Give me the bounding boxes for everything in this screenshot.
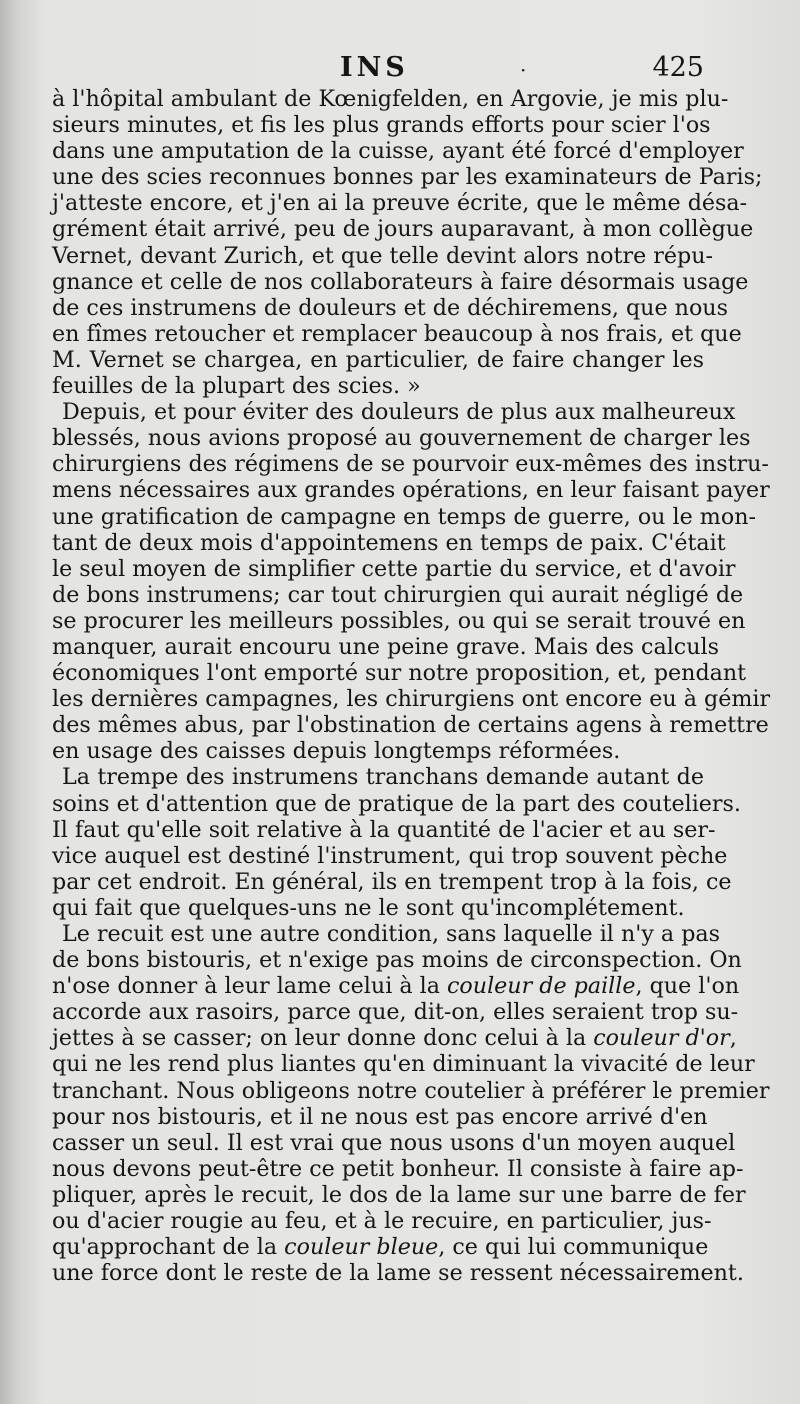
text-line: gnance et celle de nos collaborateurs à faire désormais usage	[52, 268, 749, 295]
paragraph	[52, 399, 771, 765]
text-line: accorde aux rasoirs, parce que, dit-on, elles seraient trop su-	[52, 999, 739, 1026]
header-dot: ·	[520, 58, 527, 82]
text-line: feuilles de la plupart des scies. »	[52, 373, 421, 400]
text-line: par cet endroit. En général, ils en trempent trop à la fois, ce	[52, 868, 732, 895]
text-line: les dernières campagnes, les chirurgiens ont encore eu à gémir	[52, 686, 771, 713]
text-line: qui fait que quelques-uns ne le sont qu'incomplétement.	[52, 894, 685, 921]
text-line: chirurgiens des régimens de se pourvoir eux-mêmes des instru-	[52, 451, 769, 478]
text-line: tranchant. Nous obligeons notre coutelier à préférer le premier	[52, 1077, 770, 1104]
paragraph	[52, 764, 741, 921]
text-line: soins et d'attention que de pratique de la part des couteliers.	[52, 790, 741, 817]
text-line: mens nécessaires aux grandes opérations, en leur faisant payer	[52, 477, 770, 504]
text-line: pour nos bistouris, et il ne nous est pas encore arrivé d'en	[52, 1103, 708, 1130]
text-line: qui ne les rend plus liantes qu'en diminuant la vivacité de leur	[52, 1051, 755, 1078]
text-line: vice auquel est destiné l'instrument, qui trop souvent pèche	[52, 842, 728, 869]
running-head: INS	[340, 52, 409, 83]
text-line: manquer, aurait encouru une peine grave. Mais des calculs	[52, 633, 719, 660]
text-line: à l'hôpital ambulant de Kœnigfelden, en Argovie, je mis plu-	[52, 86, 729, 112]
text-line: Le recuit est une autre condition, sans laquelle il n'y a pas	[62, 921, 721, 947]
text-line: une force dont le reste de la lame se ressent nécessairement.	[52, 1260, 744, 1287]
text-line: jettes à se casser; on leur donne donc celui à la couleur d'or,	[52, 1025, 737, 1052]
text-line: des mêmes abus, par l'obstination de certains agens à remettre	[52, 712, 769, 739]
text-line: n'ose donner à leur lame celui à la couleur de paille, que l'on	[52, 973, 740, 1000]
italic-term: couleur de paille	[447, 973, 636, 1000]
text-line: ou d'acier rougie au feu, et à le recuire, en particulier, jus-	[52, 1208, 712, 1235]
text-line: en usage des caisses depuis longtemps réformées.	[52, 738, 621, 765]
text-line: M. Vernet se chargea, en particulier, de faire changer les	[52, 346, 704, 373]
text-line: de ces instrumens de douleurs et de déchiremens, que nous	[52, 294, 728, 321]
text-line: se procurer les meilleurs possibles, ou qui se serait trouvé en	[52, 607, 746, 634]
text-line: nous devons peut-être ce petit bonheur. Il consiste à faire ap-	[52, 1155, 744, 1182]
text-line: qu'approchant de la couleur bleue, ce qui lui communique	[52, 1234, 709, 1261]
text-line: j'atteste encore, et j'en ai la preuve écrite, que le même désa-	[52, 190, 748, 217]
text-line: le seul moyen de simplifier cette partie du service, et d'avoir	[52, 555, 736, 582]
paragraph	[52, 921, 770, 1287]
text-line: blessés, nous avions proposé au gouvernement de charger les	[52, 425, 751, 452]
text-line: une gratification de campagne en temps de guerre, ou le mon-	[52, 503, 756, 530]
text-line: tant de deux mois d'appointemens en temps de paix. C'était	[52, 529, 726, 556]
text-line: économiques l'ont emporté sur notre proposition, et, pendant	[52, 660, 747, 687]
page-number: 425	[652, 52, 704, 83]
text-line: grément était arrivé, peu de jours auparavant, à mon collègue	[52, 216, 754, 243]
text-line: de bons bistouris, et n'exige pas moins de circonspection. On	[52, 947, 742, 974]
text-line: de bons instrumens; car tout chirurgien qui aurait négligé de	[52, 581, 744, 608]
italic-term: couleur bleue	[284, 1234, 439, 1261]
text-line: Il faut qu'elle soit relative à la quantité de l'acier et au ser-	[52, 816, 716, 843]
text-line: dans une amputation de la cuisse, ayant été forcé d'employer	[52, 138, 744, 165]
text-line: casser un seul. Il est vrai que nous usons d'un moyen auquel	[52, 1129, 736, 1156]
page-body	[52, 86, 771, 1287]
text-line: pliquer, après le recuit, le dos de la lame sur une barre de fer	[52, 1181, 746, 1208]
text-line: en fîmes retoucher et remplacer beaucoup à nos frais, et que	[52, 320, 742, 347]
page-header	[0, 52, 800, 88]
italic-term: couleur d'or	[593, 1025, 730, 1052]
text-line: La trempe des instrumens tranchans demande autant de	[62, 764, 704, 791]
text-line: une des scies reconnues bonnes par les examinateurs de Paris;	[52, 164, 763, 191]
text-line: Depuis, et pour éviter des douleurs de plus aux malheureux	[62, 399, 736, 426]
text-line: sieurs minutes, et fis les plus grands efforts pour scier l'os	[52, 112, 711, 139]
text-line: Vernet, devant Zurich, et que telle devint alors notre répu-	[52, 242, 713, 269]
paragraph	[52, 86, 763, 400]
